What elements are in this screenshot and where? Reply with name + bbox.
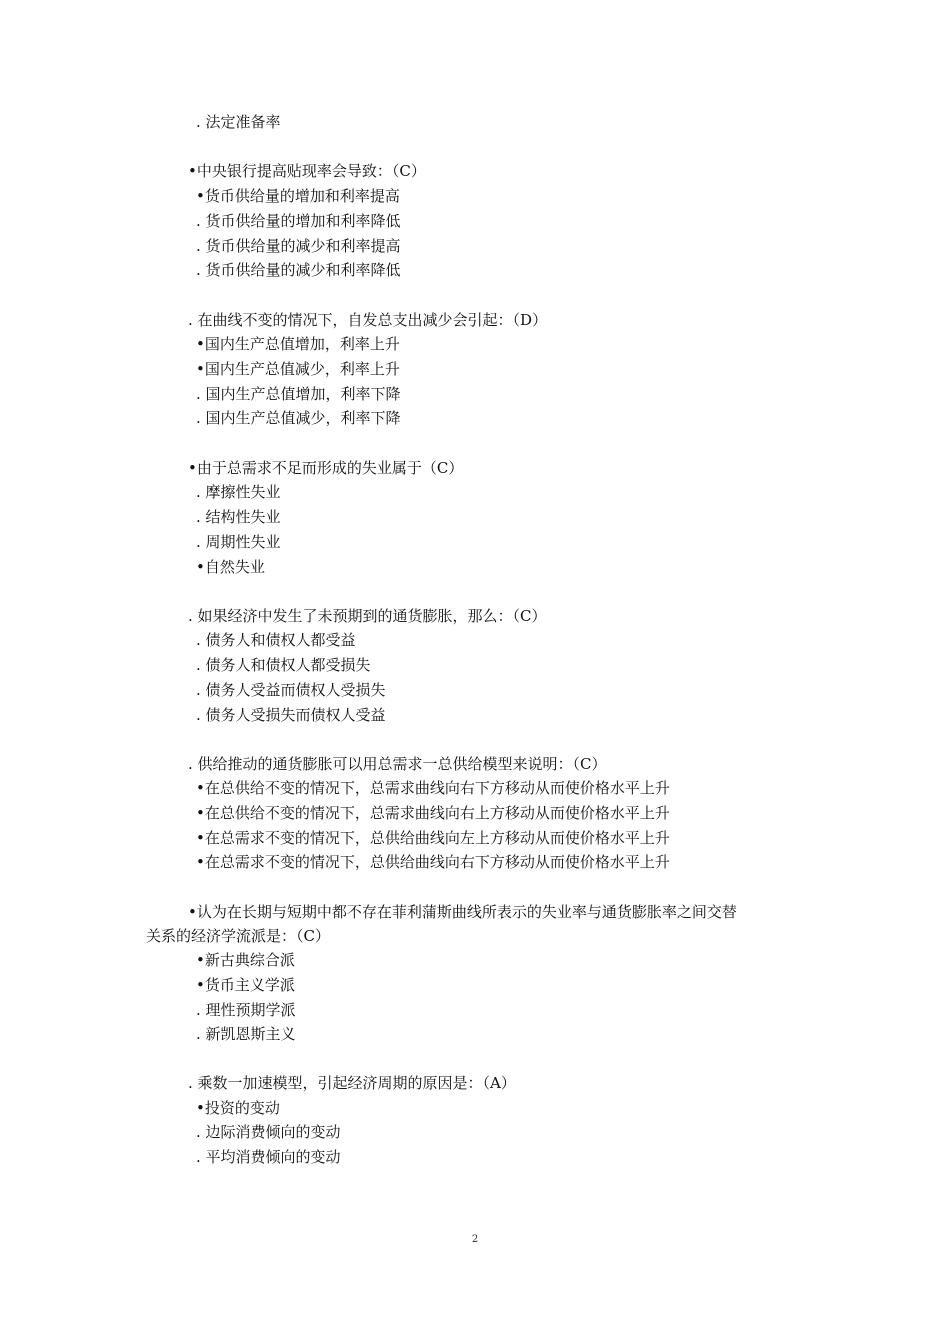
q5-option-d: •在总需求不变的情况下，总供给曲线向右下方移动从而使价格水平上升 bbox=[196, 853, 670, 871]
question-1: •中央银行提高贴现率会导致：（C） bbox=[188, 162, 426, 180]
q2-option-b: •国内生产总值减少，利率上升 bbox=[196, 360, 400, 378]
question-2: . 在曲线不变的情况下，自发总支出减少会引起：（D） bbox=[188, 311, 548, 329]
q3-option-b: . 结构性失业 bbox=[196, 508, 281, 526]
q4-option-a: . 债务人和债权人都受益 bbox=[196, 631, 356, 649]
q1-option-d: . 货币供给量的减少和利率降低 bbox=[196, 261, 401, 279]
q6-option-a: •新古典综合派 bbox=[196, 951, 295, 969]
q1-option-b: . 货币供给量的增加和利率降低 bbox=[196, 212, 401, 230]
q4-option-b: . 债务人和债权人都受损失 bbox=[196, 656, 371, 674]
q3-option-c: . 周期性失业 bbox=[196, 533, 281, 551]
q3-option-a: . 摩擦性失业 bbox=[196, 483, 281, 501]
q7-option-c: . 平均消费倾向的变动 bbox=[196, 1148, 341, 1166]
q7-option-b: . 边际消费倾向的变动 bbox=[196, 1123, 341, 1141]
q6-option-d: . 新凯恩斯主义 bbox=[196, 1025, 296, 1043]
page-number: 2 bbox=[471, 1234, 479, 1245]
q5-option-c: •在总需求不变的情况下，总供给曲线向左上方移动从而使价格水平上升 bbox=[196, 829, 670, 847]
question-6: •认为在长期与短期中都不存在菲利蒲斯曲线所表示的失业率与通货膨胀率之间交替 bbox=[188, 903, 737, 921]
top-option: . 法定准备率 bbox=[196, 113, 281, 131]
q2-option-a: •国内生产总值增加，利率上升 bbox=[196, 335, 400, 353]
q4-option-d: . 债务人受损失而债权人受益 bbox=[196, 706, 386, 724]
q2-option-c: . 国内生产总值增加，利率下降 bbox=[196, 385, 401, 403]
q1-option-c: . 货币供给量的减少和利率提高 bbox=[196, 237, 401, 255]
q5-option-a: •在总供给不变的情况下，总需求曲线向右下方移动从而使价格水平上升 bbox=[196, 779, 670, 797]
q1-option-a: •货币供给量的增加和利率提高 bbox=[196, 187, 400, 205]
q5-option-b: •在总供给不变的情况下，总需求曲线向右上方移动从而使价格水平上升 bbox=[196, 804, 670, 822]
q4-option-c: . 债务人受益而债权人受损失 bbox=[196, 681, 386, 699]
question-7: . 乘数一加速模型，引起经济周期的原因是：（A） bbox=[188, 1074, 516, 1092]
question-3: •由于总需求不足而形成的失业属于（C） bbox=[188, 459, 464, 477]
q6-option-b: •货币主义学派 bbox=[196, 976, 295, 994]
q3-option-d: •自然失业 bbox=[196, 558, 265, 576]
q2-option-d: . 国内生产总值减少，利率下降 bbox=[196, 409, 401, 427]
question-6-continued: 关系的经济学流派是：（C） bbox=[146, 927, 330, 945]
q7-option-a: •投资的变动 bbox=[196, 1099, 280, 1117]
q6-option-c: . 理性预期学派 bbox=[196, 1001, 296, 1019]
question-4: . 如果经济中发生了未预期到的通货膨胀，那么：（C） bbox=[188, 607, 547, 625]
question-5: . 供给推动的通货膨胀可以用总需求一总供给模型来说明：（C） bbox=[188, 755, 607, 773]
